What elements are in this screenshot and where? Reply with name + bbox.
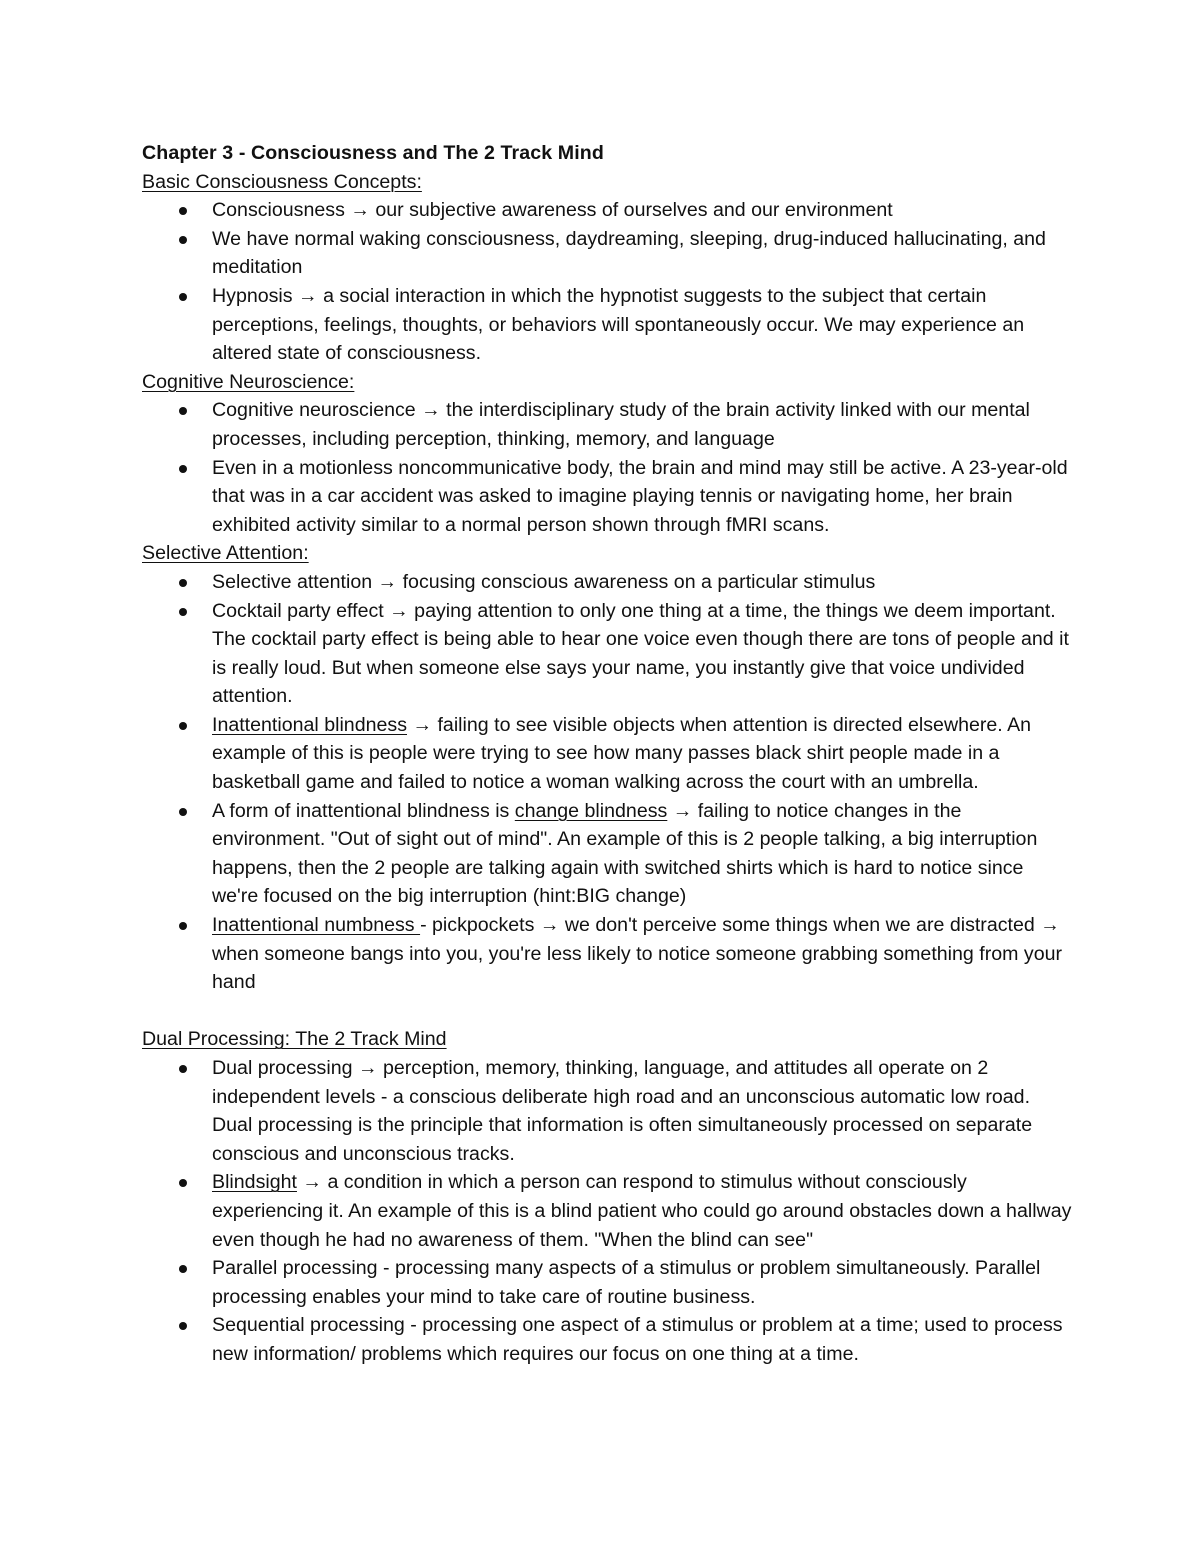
list-item-text: Hypnosis → a social interaction in which the hypnotist suggests to the subject that certain perceptions, feelings, thoughts, or behaviors will spontaneously occur. We may experience an altered state of consciousness. (212, 284, 1025, 365)
bullet-icon (179, 207, 187, 215)
document-title: Chapter 3 - Consciousness and The 2 Track Mind (142, 142, 604, 164)
list-item-text: Cocktail party effect → paying attention to only one thing at a time, the things we deem important. The cocktail party effect is being able to hear one voice even though there are tons of people and it is really loud. But when someone else says your name, you instantly give that voice undivided attention. (212, 599, 1069, 708)
term-blindsight: Blindsight (212, 1171, 297, 1194)
bullet-icon (179, 579, 187, 587)
list-item-post: → a condition in which a person can respond to stimulus without consciously experiencing it. An example of this is a blind patient who could go around obstacles down a hallway even though he had no awareness of them. "When the blind can see" (212, 1171, 1072, 1251)
bullet-icon (179, 407, 187, 415)
list-item (142, 1168, 1072, 1254)
bullet-icon (179, 1322, 187, 1330)
bullet-icon (179, 808, 187, 816)
list-item (142, 1311, 1072, 1368)
list-item (142, 454, 1072, 540)
list-item-text: Consciousness → our subjective awareness of ourselves and our environment (212, 199, 893, 222)
list-item (142, 396, 1072, 453)
bullet-icon (179, 608, 187, 616)
bullet-icon (179, 465, 187, 473)
bullet-icon (179, 1065, 187, 1073)
list-item (142, 282, 1072, 368)
list-item-text: Even in a motionless noncommunicative body, the brain and mind may still be active. A 23-year-old that was in a car accident was asked to imagine playing tennis or navigating home, her brain exhibited activity similar to a normal person shown through fMRI scans. (212, 456, 1068, 536)
section-heading-basic: Basic Consciousness Concepts: (142, 170, 422, 193)
list-item-text: Sequential processing - processing one aspect of a stimulus or problem at a time; used to process new information/ problems which requires our focus on one thing at a time. (212, 1314, 1063, 1365)
list-item (142, 597, 1072, 711)
list-item (142, 225, 1072, 282)
bullet-icon (179, 1265, 187, 1273)
list-item-text: Selective attention → focusing conscious awareness on a particular stimulus (212, 570, 876, 593)
list-item (142, 1054, 1072, 1168)
list-item (142, 1254, 1072, 1311)
list-item-post: → failing to notice changes in the environment. "Out of sight out of mind". An example of this is 2 people talking, a big interruption happens, then the 2 people are talking again with switched shirts which is hard to notice since we're focused on the big interruption (hint:BIG change) (212, 799, 1038, 908)
bullet-icon (179, 722, 187, 730)
list-basic (142, 196, 1072, 368)
bullet-icon (179, 922, 187, 930)
term-inattentional-blindness: Inattentional blindness (212, 713, 407, 736)
document-page (142, 139, 1072, 1369)
list-item (142, 568, 1072, 597)
list-item-pre: A form of inattentional blindness is (212, 799, 515, 822)
section-heading-dual: Dual Processing: The 2 Track Mind (142, 1028, 447, 1051)
list-item (142, 911, 1072, 997)
list-item (142, 196, 1072, 225)
list-dual (142, 1054, 1072, 1369)
bullet-icon (179, 1179, 187, 1187)
list-item (142, 711, 1072, 797)
bullet-icon (179, 293, 187, 301)
list-item-text: We have normal waking consciousness, daydreaming, sleeping, drug-induced hallucinating, and meditation (212, 227, 1046, 279)
list-item (142, 797, 1072, 911)
list-item-post: - pickpockets → we don't perceive some things when we are distracted → when someone bangs into you, you're less likely to notice someone grabbing something from your hand (212, 914, 1063, 994)
bullet-icon (179, 236, 187, 244)
list-item-post: → failing to see visible objects when attention is directed elsewhere. An example of this is people were trying to see how many passes black shirt people made in a basketball game and failed to notice a woman walking across the court with an umbrella. (212, 713, 1032, 794)
list-item-text: Dual processing → perception, memory, thinking, language, and attitudes all operate on 2 independent levels - a conscious deliberate high road and an unconscious automatic low road. Dual processing is the principle that information is often simultaneously processed on separate conscious and unconscious tracks. (212, 1057, 1033, 1165)
section-heading-cognitive: Cognitive Neuroscience: (142, 370, 355, 393)
term-change-blindness: change blindness (514, 799, 668, 822)
term-inattentional-numbness: Inattentional numbness (212, 914, 421, 937)
list-item-text: Parallel processing - processing many aspects of a stimulus or problem simultaneously. Parallel processing enables your mind to take care of routine business. (212, 1257, 1041, 1308)
section-heading-selective: Selective Attention: (142, 542, 309, 565)
list-cognitive (142, 396, 1072, 539)
list-selective (142, 568, 1072, 997)
list-item-text: Cognitive neuroscience → the interdisciplinary study of the brain activity linked with our mental processes, including perception, thinking, memory, and language (212, 399, 1030, 450)
